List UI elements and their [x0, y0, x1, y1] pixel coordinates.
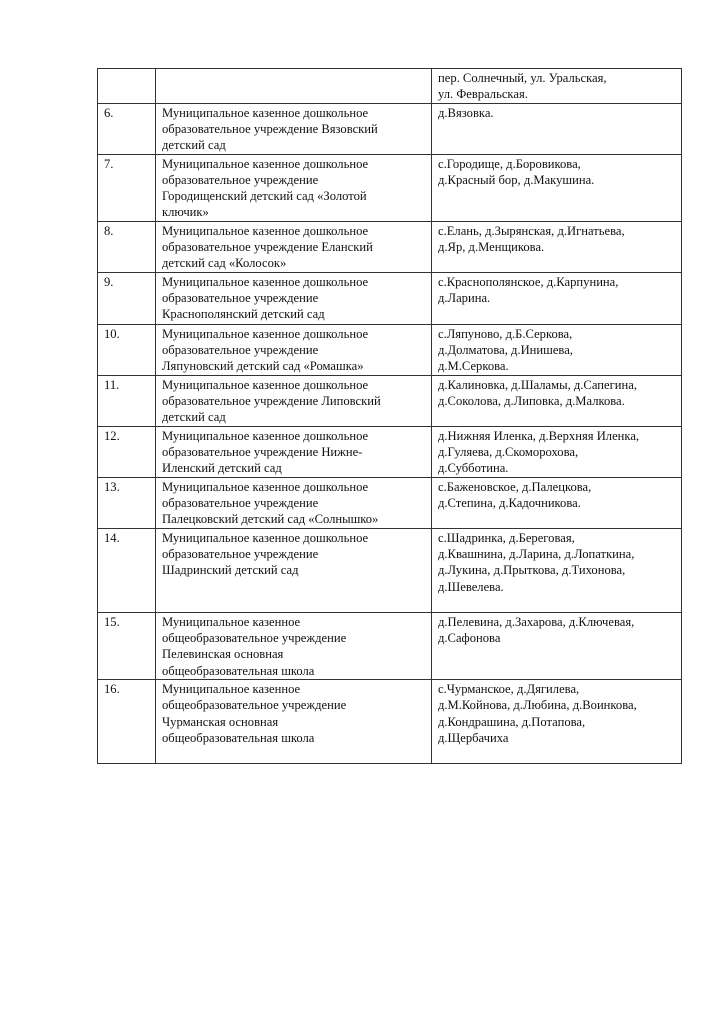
row-number-cell: 7.: [98, 154, 156, 221]
institution-name-cell: Муниципальное казенное дошкольное образовательное учреждение Палецковский детский сад «Солнышко»: [156, 477, 432, 528]
table-row: [98, 221, 682, 272]
row-number-cell: 11.: [98, 375, 156, 426]
table-row: [98, 324, 682, 375]
table-row: [98, 154, 682, 221]
served-area-cell: с.Ляпуново, д.Б.Серкова, д.Долматова, д.Инишева, д.М.Серкова.: [432, 324, 682, 375]
served-area-cell: д.Пелевина, д.Захарова, д.Ключевая, д.Сафонова: [432, 612, 682, 679]
institution-name-cell: Муниципальное казенное дошкольное образовательное учреждение Вязовский детский сад: [156, 103, 432, 154]
table-row: [98, 477, 682, 528]
institution-name-cell: Муниципальное казенное общеобразовательное учреждение Чурманская основная общеобразовательная школа: [156, 679, 432, 763]
institutions-table: [97, 68, 682, 764]
served-area-cell: д.Нижняя Иленка, д.Верхняя Иленка, д.Гуляева, д.Скоморохова, д.Субботина.: [432, 426, 682, 477]
institution-name-cell: Муниципальное казенное дошкольное образовательное учреждение Ляпуновский детский сад «Ромашка»: [156, 324, 432, 375]
table-row: [98, 528, 682, 612]
row-number-cell: 6.: [98, 103, 156, 154]
table-row: [98, 679, 682, 763]
row-number-cell: [98, 69, 156, 104]
institution-name-cell: Муниципальное казенное дошкольное образовательное учреждение Городищенский детский сад «Золотой ключик»: [156, 154, 432, 221]
institution-name-cell: Муниципальное казенное дошкольное образовательное учреждение Шадринский детский сад: [156, 528, 432, 612]
row-number-cell: 14.: [98, 528, 156, 612]
served-area-cell: д.Вязовка.: [432, 103, 682, 154]
table-row: [98, 103, 682, 154]
served-area-cell: с.Баженовское, д.Палецкова, д.Степина, д.Кадочникова.: [432, 477, 682, 528]
row-number-cell: 9.: [98, 272, 156, 324]
institution-name-cell: Муниципальное казенное дошкольное образовательное учреждение Краснополянский детский сад: [156, 272, 432, 324]
institution-name-cell: [156, 69, 432, 104]
table-row: [98, 612, 682, 679]
row-number-cell: 12.: [98, 426, 156, 477]
served-area-cell: с.Чурманское, д.Дягилева, д.М.Койнова, д.Любина, д.Воинкова, д.Кондрашина, д.Потапова, д.Щербачиха: [432, 679, 682, 763]
table-body: [98, 69, 682, 764]
table-row: [98, 272, 682, 324]
served-area-cell: с.Шадринка, д.Береговая, д.Квашнина, д.Ларина, д.Лопаткина, д.Лукина, д.Прыткова, д.Тихонова, д.Шевелева.: [432, 528, 682, 612]
row-number-cell: 15.: [98, 612, 156, 679]
institution-name-cell: Муниципальное казенное дошкольное образовательное учреждение Липовский детский сад: [156, 375, 432, 426]
row-number-cell: 16.: [98, 679, 156, 763]
table-row: [98, 69, 682, 104]
table-row: [98, 426, 682, 477]
institution-name-cell: Муниципальное казенное дошкольное образовательное учреждение Еланский детский сад «Колосок»: [156, 221, 432, 272]
served-area-cell: с.Елань, д.Зырянская, д.Игнатьева, д.Яр, д.Менщикова.: [432, 221, 682, 272]
row-number-cell: 8.: [98, 221, 156, 272]
served-area-cell: с.Краснополянское, д.Карпунина, д.Ларина.: [432, 272, 682, 324]
institution-name-cell: Муниципальное казенное общеобразовательное учреждение Пелевинская основная общеобразовательная школа: [156, 612, 432, 679]
table-row: [98, 375, 682, 426]
served-area-cell: пер. Солнечный, ул. Уральская, ул. Февральская.: [432, 69, 682, 104]
row-number-cell: 10.: [98, 324, 156, 375]
institution-name-cell: Муниципальное казенное дошкольное образовательное учреждение Нижне- Иленский детский сад: [156, 426, 432, 477]
row-number-cell: 13.: [98, 477, 156, 528]
served-area-cell: д.Калиновка, д.Шаламы, д.Сапегина, д.Соколова, д.Липовка, д.Малкова.: [432, 375, 682, 426]
served-area-cell: с.Городище, д.Боровикова, д.Красный бор, д.Макушина.: [432, 154, 682, 221]
